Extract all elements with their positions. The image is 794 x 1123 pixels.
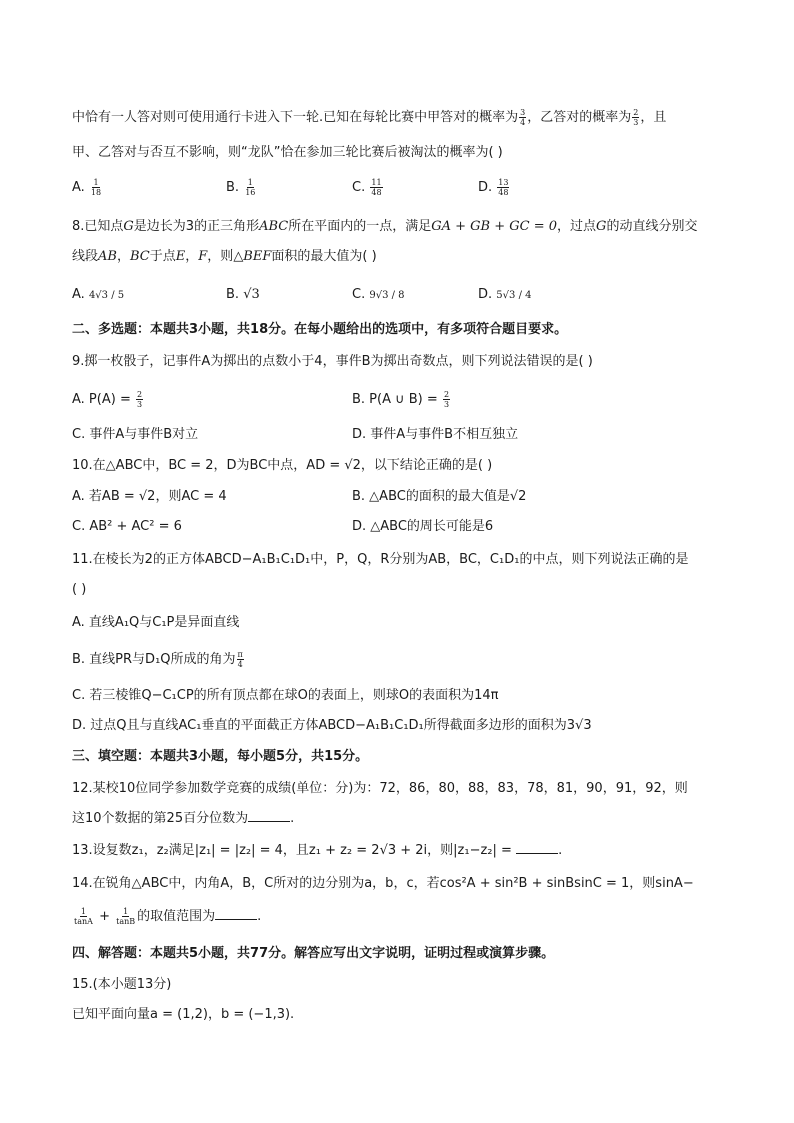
q11-option-b[interactable] xyxy=(72,650,245,670)
frac-den: 16 xyxy=(245,188,256,197)
q7-option-d[interactable] xyxy=(478,178,510,198)
text: 的动直线分别交 xyxy=(606,219,698,234)
q8-stem-line1 xyxy=(72,217,697,237)
period: . xyxy=(257,909,262,924)
option-label: C. xyxy=(352,180,366,195)
frac-den: tanB xyxy=(116,917,136,926)
option-text: A. P(A) = xyxy=(72,392,131,407)
q13-stem xyxy=(72,841,562,861)
option-label: C. xyxy=(352,287,366,302)
option-text: B. 直线PR与D₁Q所成的角为 xyxy=(72,652,236,667)
segment-ab: AB xyxy=(98,249,117,264)
q12-stem-line2 xyxy=(72,809,294,829)
frac-num: 2 xyxy=(633,108,639,117)
segment-bc: BC xyxy=(129,249,150,264)
q15-stem: 已知平面向量a = (1,2)，b = (−1,3). xyxy=(72,1007,295,1022)
option-fraction xyxy=(90,178,102,197)
q8-option-c[interactable] xyxy=(352,285,405,306)
option-label: D. xyxy=(478,180,493,195)
option-value: 5√3 / 4 xyxy=(496,290,532,301)
prob-yi-fraction xyxy=(632,108,639,127)
q14-stem-line2 xyxy=(72,907,261,927)
option-label: B. xyxy=(226,180,240,195)
q9-stem: 9.掷一枚骰子，记事件A为掷出的点数小于4，事件B为掷出奇数点，则下列说法错误的是( ) xyxy=(72,354,593,369)
frac-num: 13 xyxy=(498,178,509,187)
vector-equation: GA + GB + GC = 0 xyxy=(431,219,558,234)
section-4-heading: 四、解答题：本题共5小题，共77分。解答应写出文字说明，证明过程或演算步骤。 xyxy=(72,946,555,961)
section-2-heading: 二、多选题：本题共3小题，共18分。在每小题给出的选项中，有多项符合题目要求。 xyxy=(72,322,568,337)
q7-option-b[interactable] xyxy=(226,178,257,198)
frac-num: π xyxy=(237,650,243,659)
option-fraction xyxy=(244,178,256,197)
option-label: A. xyxy=(72,287,85,302)
q8-option-a[interactable] xyxy=(72,285,124,306)
option-fraction xyxy=(497,178,509,197)
q11-stem-paren: ( ) xyxy=(72,582,87,597)
q11-stem: 11.在棱长为2的正方体ABCD−A₁B₁C₁D₁中，P，Q，R分别为AB，BC，C₁D₁的中点，则下列说法正确的是 xyxy=(72,552,689,567)
q9-option-b[interactable] xyxy=(352,390,451,410)
prob-jia-fraction xyxy=(519,108,526,127)
q7-text-a: 中恰有一人答对则可使用通行卡进入下一轮.已知在每轮比赛中甲答对的概率为 xyxy=(72,110,519,125)
q11-option-d[interactable]: D. 过点Q且与直线AC₁垂直的平面截正方体ABCD−A₁B₁C₁D₁所得截面多边形的面积为3√3 xyxy=(72,718,592,733)
frac-den: 48 xyxy=(498,188,509,197)
option-label: B. xyxy=(226,287,240,302)
frac-den: 4 xyxy=(520,118,526,127)
text: 于点 xyxy=(149,249,176,264)
plus-sign: + xyxy=(99,909,110,924)
frac-den: 3 xyxy=(633,118,639,127)
option-value: 4√3 / 5 xyxy=(88,290,125,301)
text: 8.已知点 xyxy=(72,219,124,234)
frac-den: 3 xyxy=(136,400,143,409)
text: 所在平面内的一点，满足 xyxy=(288,219,432,234)
frac-den: tanA xyxy=(74,917,93,926)
period: . xyxy=(558,843,563,858)
frac-num: 1 xyxy=(123,907,129,916)
answer-blank[interactable] xyxy=(215,907,257,920)
text: ，过点 xyxy=(557,219,597,234)
text: 13.设复数z₁，z₂满足|z₁| = |z₂| = 4，且z₁ + z₂ = 2√3 + 2i，则|z₁−z₂| = xyxy=(72,843,512,858)
text: 这10个数据的第25百分位数为 xyxy=(72,811,249,826)
q9-option-a[interactable] xyxy=(72,390,144,410)
text: 是边长为3的正三角形 xyxy=(133,219,260,234)
text: 面积的最大值为( ) xyxy=(271,249,377,264)
q9-option-c[interactable]: C. 事件A与事件B对立 xyxy=(72,427,199,442)
fraction-1-over-tanb xyxy=(115,907,136,926)
q7-stem-line1 xyxy=(72,108,666,128)
triangle-abc: ABC xyxy=(259,219,289,234)
option-fraction xyxy=(443,390,450,409)
frac-den: 48 xyxy=(371,188,382,197)
q10-option-c[interactable]: C. AB² + AC² = 6 xyxy=(72,519,182,534)
q10-option-a[interactable]: A. 若AB = √2，则AC = 4 xyxy=(72,489,227,504)
option-fraction xyxy=(136,390,143,409)
q7-stem-line2: 甲、乙答对与否互不影响，则“龙队”恰在参加三轮比赛后被淘汰的概率为( ) xyxy=(72,145,503,160)
period: . xyxy=(290,811,295,826)
frac-num: 1 xyxy=(93,178,99,187)
q11-option-c[interactable]: C. 若三棱锥Q−C₁CP的所有顶点都在球O的表面上，则球O的表面积为14π xyxy=(72,688,499,703)
q8-option-d[interactable] xyxy=(478,285,531,306)
frac-num: 1 xyxy=(247,178,253,187)
frac-den: 4 xyxy=(237,660,243,669)
angle-fraction xyxy=(237,650,244,669)
text: 线段 xyxy=(72,249,99,264)
frac-den: 18 xyxy=(90,188,102,197)
text: ，则 xyxy=(207,249,234,264)
point-f: F xyxy=(198,249,208,264)
q9-option-d[interactable]: D. 事件A与事件B不相互独立 xyxy=(352,427,519,442)
answer-blank[interactable] xyxy=(516,841,558,854)
frac-num: 11 xyxy=(371,178,382,187)
point-g: G xyxy=(123,219,134,234)
q12-stem-line1: 12.某校10位同学参加数学竞赛的成绩(单位：分)为：72，86，80，88，83，78，81，90，91，92，则 xyxy=(72,781,688,796)
point-g: G xyxy=(596,219,607,234)
option-label: D. xyxy=(478,287,493,302)
q15-heading: 15.(本小题13分) xyxy=(72,977,172,992)
frac-num: 2 xyxy=(136,390,143,399)
q7-text-b: ，乙答对的概率为 xyxy=(527,110,632,125)
section-3-heading: 三、填空题：本题共3小题，每小题5分，共15分。 xyxy=(72,749,369,764)
q7-option-c[interactable] xyxy=(352,178,384,198)
q7-option-a[interactable] xyxy=(72,178,103,198)
frac-num: 3 xyxy=(520,108,526,117)
answer-blank[interactable] xyxy=(248,809,290,822)
q10-option-b[interactable]: B. △ABC的面积的最大值是√2 xyxy=(352,489,527,504)
option-label: A. xyxy=(72,180,85,195)
q11-option-a[interactable]: A. 直线A₁Q与C₁P是异面直线 xyxy=(72,615,240,630)
option-fraction xyxy=(370,178,382,197)
q7-text-c: ，且 xyxy=(640,110,667,125)
q10-option-d[interactable]: D. △ABC的周长可能是6 xyxy=(352,519,494,534)
point-e: E xyxy=(175,249,186,264)
q8-option-b[interactable] xyxy=(226,285,260,305)
option-value: √3 xyxy=(243,287,260,302)
q10-stem: 10.在△ABC中，BC = 2，D为BC中点，AD = √2，以下结论正确的是( ) xyxy=(72,458,493,473)
triangle-bef: △BEF xyxy=(233,249,272,264)
frac-num: 2 xyxy=(443,390,450,399)
fraction-1-over-tana xyxy=(73,907,94,926)
option-text: B. P(A ∪ B) = xyxy=(352,392,438,407)
option-value: 9√3 / 8 xyxy=(369,290,405,301)
text: 的取值范围为 xyxy=(137,909,216,924)
q14-stem-line1: 14.在锐角△ABC中，内角A，B，C所对的边分别为a，b，c，若cos²A + sin²B + sinBsinC = 1，则sinA− xyxy=(72,876,694,891)
frac-num: 1 xyxy=(80,907,86,916)
q8-stem-line2: 线段AB，BC于点E，F，则△BEF面积的最大值为( ) xyxy=(72,249,377,264)
frac-den: 3 xyxy=(443,400,450,409)
